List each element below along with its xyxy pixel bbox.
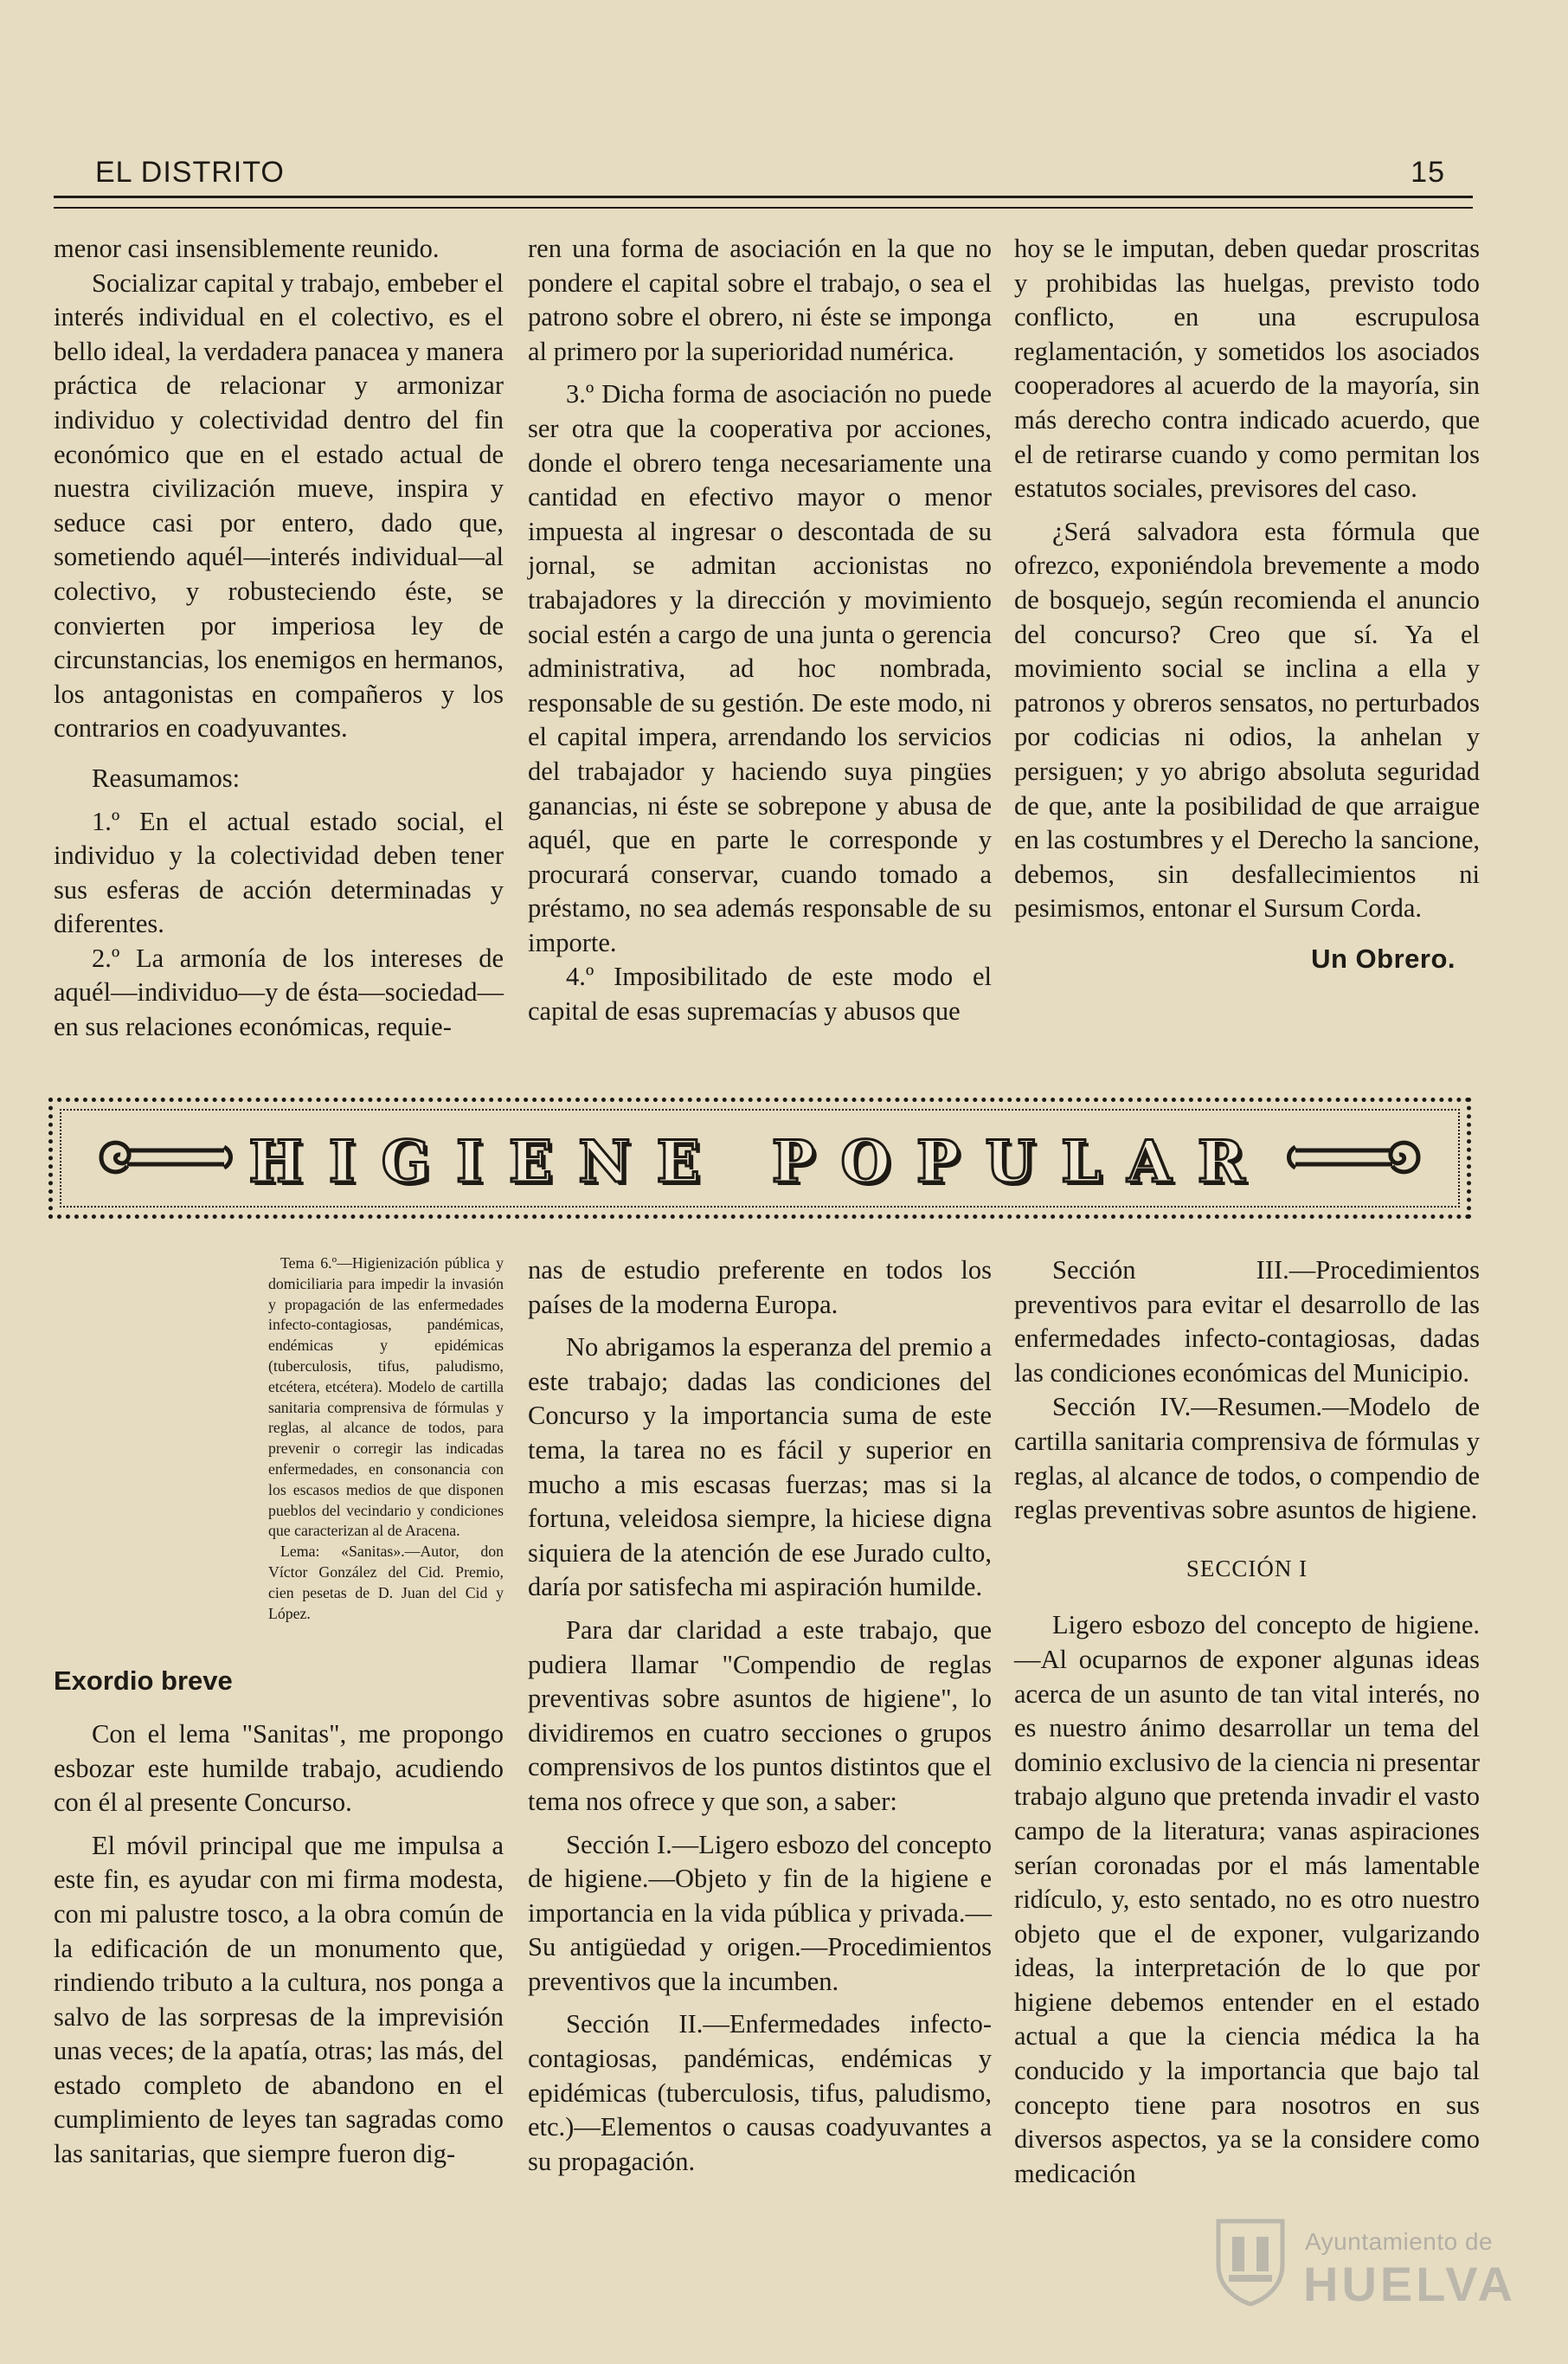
- paragraph: menor casi insensiblemente reunido.: [54, 234, 440, 263]
- paragraph: ¿Será salvadora esta fórmula que ofrezco, exponiéndola brevemente a modo de bosquejo, según recomienda el anuncio del concurso? Creo que sí. Ya el movimiento social se inclina a ella y patronos y obreros sensatos, no perturbados por codicias ni odios, la anhelan y persiguen; y yo abrigo absoluta seguridad de que, ante la posibilidad de que arraigue en las costumbres y el Derecho la sancione, debemos, sin desfallecimientos ni pesimismos, entonar el Sursum Corda.: [1014, 516, 1480, 924]
- note-paragraph: Tema 6.º—Higienización pública y domiciliaria para impedir la invasión y propagación de las enfermedades infecto-contagiosas, pandémicas, endémicas y epidémicas (tuberculosis, tifus, paludismo, etcétera, etcétera). Modelo de cartilla sanitaria comprensiva de fórmulas y reglas, al alcance de todos, para prevenir o corregir las indicadas enfermedades, en consonancia con los escasos medios de que disponen pueblos del vecindario y condiciones que caracterizan al de Aracena.: [268, 1254, 504, 1540]
- subheading: Exordio breve: [54, 1665, 233, 1697]
- coat-of-arms-icon: [1213, 2216, 1288, 2306]
- article1-column-1: [54, 232, 504, 1045]
- paragraph: Para dar claridad a este trabajo, que pudiera llamar "Compendio de reglas preventivas sobre asuntos de higiene", lo dividiremos en cuatro secciones o grupos comprensivos de los puntos distintos que el tema nos ofrece y que son, a saber:: [528, 1614, 992, 1816]
- running-head: [54, 152, 1464, 192]
- paragraph: Sección III.—Procedimientos preventivos para evitar el desarrollo de las enfermedades infecto-contagiosas, dadas las condiciones económicas del Municipio.: [1014, 1255, 1480, 1388]
- paragraph: Reasumamos:: [92, 763, 241, 793]
- paragraph: 2.º La armonía de los intereses de aquél—individuo—y de ésta—sociedad—en sus relaciones económicas, requie-: [54, 943, 504, 1042]
- paragraph: ren una forma de asociación en la que no pondere el capital sobre el trabajo, o sea el patrono sobre el obrero, ni éste se imponga al primero por la superioridad numérica.: [528, 234, 992, 366]
- paragraph: Ligero esbozo del concepto de higiene.—Al ocuparnos de exponer algunas ideas acerca de un asunto de tan vital interés, no es nuestro ánimo desarrollar un tema del dominio exclusivo de la ciencia ni presentar trabajo alguno que pretenda invadir el vasto campo de la literatura; vanas aspiraciones serían coronadas por el más lamentable ridículo, y, esto sentado, no es otro nuestro objeto que el de exponer, vulgarizando ideas, la interpretación de lo que por higiene debemos entender en el estado actual a que la ciencia médica la ha conducido y la importancia que bajo tal concepto tiene para nosotros en sus diversos aspectos, ya se la considere como medicación: [1014, 1610, 1480, 2188]
- paragraph: hoy se le imputan, deben quedar proscritas y prohibidas las huelgas, previsto todo conflicto, en una escrupulosa reglamentación, y sometidos los asociados cooperadores al acuerdo de la mayoría, sin más derecho contra indicado acuerdo, que el de retirarse cuando y como permitan los estatutos sociales, previsores del caso.: [1014, 234, 1480, 504]
- section-heading: SECCIÓN I: [1186, 1555, 1308, 1581]
- paragraph: No abrigamos la esperanza del premio a este trabajo; dadas las condiciones del Concurso y la importancia suma de este tema, la tarea no es fácil y superior en mucho a mis escasas fuerzas; mas si la fortuna, veleidosa siempre, la hiciese digna siquiera de la atención de ese Jurado culto, daría por satisfecha mi aspiración humilde.: [528, 1332, 992, 1602]
- watermark-line-2: HUELVA: [1303, 2257, 1516, 2311]
- archive-watermark: [1201, 2213, 1521, 2316]
- contest-note: [268, 1253, 504, 1624]
- paragraph: 1.º En el actual estado social, el individuo y la colectividad deben tener sus esferas de acción determinadas y diferentes.: [54, 806, 504, 939]
- header-double-rule: [54, 196, 1473, 209]
- paragraph: Con el lema "Sanitas", me propongo esbozar este humilde trabajo, acudiendo con él al presente Concurso.: [54, 1718, 504, 1818]
- paragraph: 3.º Dicha forma de asociación no puede ser otra que la cooperativa por acciones, donde el obrero tenga necesariamente una cantidad en efectivo mayor o menor impuesta al ingresar o descontada de su jornal, se admitan accionistas no trabajadores y la dirección y movimiento social estén a cargo de una junta o gerencia administrativa, ad hoc nombrada, responsable de su gestión. De este modo, ni el capital impera, arrendando los servicios del trabajador y haciendo suya pingües ganancias, ni éste se sobrepone y abusa de aquél, que en parte le corresponde y procurará conservar, cuando tomado a préstamo, no sea además responsable de su importe.: [528, 379, 992, 957]
- paragraph: Socializar capital y trabajo, embeber el interés individual en el colectivo, es el bello ideal, la verdadera panacea y manera práctica de relacionar y armonizar individuo y colectividad dentro del fin económico que en el estado actual de nuestra civilización mueve, inspira y seduce casi por entero, dado que, sometiendo aquél—interés individual—al colectivo, y robusteciendo éste, se convierten por imperiosa ley de circunstancias, los enemigos en hermanos, los antagonistas en compañeros y los contrarios en coadyuvantes.: [54, 267, 504, 744]
- watermark-line-1: Ayuntamiento de: [1305, 2228, 1494, 2255]
- paragraph: Sección IV.—Resumen.—Modelo de cartilla sanitaria comprensiva de fórmulas y reglas, al alcance de todos, o compendio de reglas preventivas sobre asuntos de higiene.: [1014, 1392, 1480, 1525]
- note-paragraph: Lema: «Sanitas».—Autor, don Víctor González del Cid. Premio, cien pesetas de D. Juan del Cid y López.: [268, 1543, 504, 1622]
- journal-title: EL DISTRITO: [95, 156, 285, 189]
- paragraph: nas de estudio preferente en todos los países de la moderna Europa.: [528, 1255, 992, 1319]
- paragraph: Sección II.—Enfermedades infecto-contagiosas, pandémicas, endémicas y epidémicas (tuberculosis, tifus, paludismo, etc.)—Elementos o causas coadyuvantes a su propagación.: [528, 2009, 992, 2176]
- page-number: 15: [1411, 156, 1445, 189]
- article2-column-2: [528, 1253, 992, 2179]
- article2-column-1: [54, 1253, 504, 2172]
- paragraph: Sección I.—Ligero esbozo del concepto de higiene.—Objeto y fin de la higiene e importancia en la vida pública y privada.—Su antigüedad y origen.—Procedimientos preventivos que la incumben.: [528, 1829, 992, 1996]
- article1-column-2: [528, 232, 992, 1029]
- article2-column-3: [1014, 1253, 1480, 2191]
- article1-column-3: [1014, 232, 1480, 976]
- scroll-ornament-icon: [1287, 1131, 1425, 1183]
- section-banner: [48, 1098, 1471, 1219]
- paragraph: 4.º Imposibilitado de este modo el capital de esas supremacías y abusos que: [528, 962, 992, 1027]
- paragraph: El móvil principal que me impulsa a este fin, es ayudar con mi firma modesta, con mi palustre tosco, a la obra común de la edificación de un monumento que, rindiendo tributo a la cultura, nos ponga a salvo de las sorpresas de la imprevisión unas veces; de la apatía, otras; las más, del estado completo de abandono en el cumplimiento de leyes tan sagradas como las sanitarias, que siempre fueron dig-: [54, 1830, 504, 2169]
- signature: Un Obrero.: [1311, 943, 1456, 974]
- banner-title: HIGIENE POPULAR: [248, 1128, 1271, 1195]
